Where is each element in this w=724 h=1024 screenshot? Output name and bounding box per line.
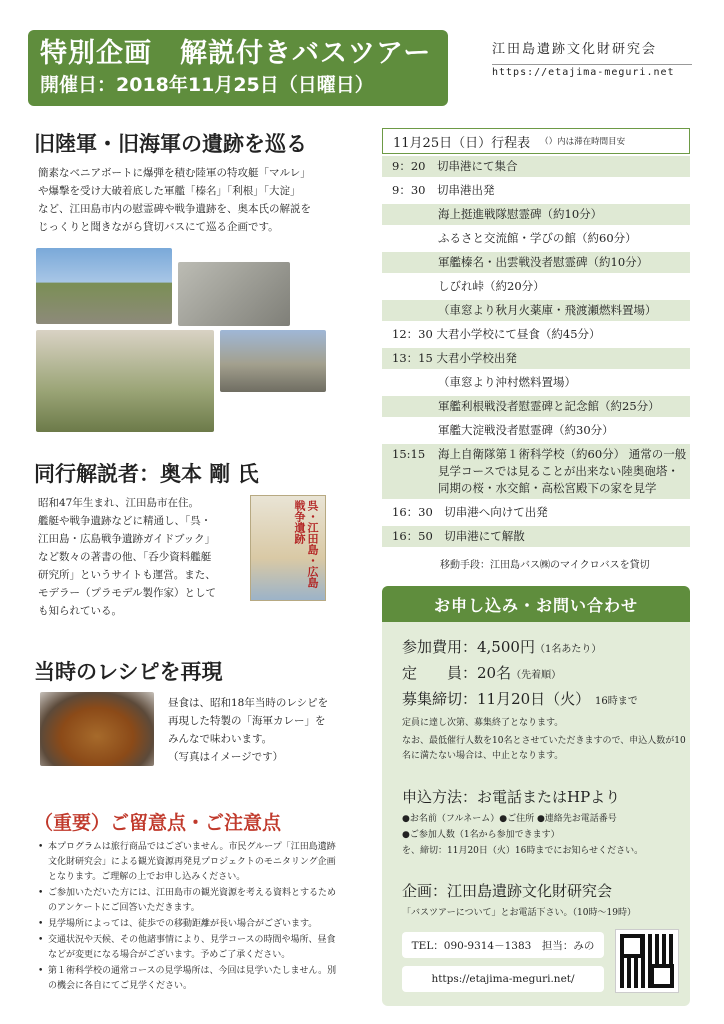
notes-list	[38, 840, 342, 995]
photo-memorial-monument	[36, 330, 214, 432]
organization-name: 江田島遺跡文化財研究会	[492, 42, 658, 57]
schedule-row: （車窓より秋月火薬庫・飛渡瀬燃料置場）	[382, 300, 690, 321]
call-instruction: 「バスツアーについて」とお電話下さい。（10時〜19時）	[402, 908, 636, 918]
recipe-heading: 当時のレシピを再現	[34, 660, 223, 684]
guidebook-cover	[250, 495, 326, 601]
required-info-1: ●お名前（フルネーム）●ご住所 ●連絡先お電話番号	[402, 814, 617, 824]
note-item: • 本プログラムは旅行商品ではございません。市民グループ「江田島遺跡文化財研究会」による観光資源再発見プロジェクトのモニタリング企画となります。ご理解の上でお申し込みください。	[38, 840, 342, 885]
recipe-text: 昼食は、昭和18年当時のレシピを 再現した特製の「海軍カレー」を みんなで味わいます。 （写真はイメージです）	[168, 697, 329, 763]
photo-wreck-site	[220, 330, 326, 392]
note-item: • ご参加いただいた方には、江田島市の観光資源を考える資料とするためのアンケートにご回答いただきます。	[38, 886, 342, 916]
schedule-header	[382, 128, 690, 154]
note-item: • 見学場所によっては、徒歩での移動距離が長い場合がございます。	[38, 917, 342, 932]
organization-url[interactable]: https://etajima-meguri.net	[492, 64, 692, 78]
schedule-row: 軍艦大淀戦没者慰霊碑（約30分）	[438, 423, 614, 437]
note-item: • 第１術科学校の通常コースの見学場所は、今回は見学いたしません。別の機会に各自にてご見学ください。	[38, 964, 342, 994]
guidebook-title: 呉・江田島・広島 戦争遺跡	[293, 500, 319, 588]
photo-navy-curry	[40, 692, 154, 766]
schedule-row: ふるさと交流館・学びの館（約60分）	[438, 231, 637, 245]
header-banner	[28, 30, 448, 106]
required-info-2: ●ご参加人数（1名から参加できます）	[402, 830, 560, 840]
schedule-row-school	[382, 444, 690, 499]
schedule-time: 15:15	[392, 447, 426, 461]
schedule-note: （）内は滞在時間目安	[540, 137, 626, 147]
schedule-row: 12：30 大君小学校にて昼食（約45分）	[392, 327, 601, 341]
schedule-text: 海上自衛隊第１術科学校（約60分） 通常の一般見学コースでは見ることが出来ない陸奥砲塔・同期の桜・水交館・高松宮殿下の家を見学	[438, 447, 687, 495]
schedule-list	[382, 156, 690, 550]
schedule-row: しびれ峠（約20分）	[438, 279, 545, 293]
photo-stone-inscription	[178, 262, 290, 326]
guide-text: 昭和47年生まれ、江田島市在住。 艦艇や戦争遺跡などに精通し、「呉・ 江田島・広島戦争遺跡ガイドブック」 など数々の著書の他、「呑少資料艦艇 研究所」というサイトも運営。また、 モデラー（プラモデル製作家）として も知られている。	[38, 497, 216, 617]
transport-note: 移動手段：江田島バス㈱のマイクロバスを貸切	[440, 560, 650, 571]
schedule-row: 軍艦利根戦没者慰霊碑と記念館（約25分）	[382, 396, 690, 417]
notes-heading: （重要）ご留意点・ご注意点	[34, 812, 282, 834]
note-item: • 交通状況や天候、その他諸事情により、見学コースの時間や場所、昼食などが変更になる場合がございます。予めご了承ください。	[38, 933, 342, 963]
planner: 企画：江田島遺跡文化財研究会	[402, 882, 613, 900]
schedule-row: 9：20 切串港にて集合	[382, 156, 690, 177]
schedule-row: （車窓より沖村燃料置場）	[438, 375, 576, 389]
schedule-row: 海上挺進戦隊慰霊碑（約10分）	[382, 204, 690, 225]
schedule-row: 16：30 切串港へ向けて出発	[392, 505, 548, 519]
capacity-line: 定 員：20名（先着順）	[402, 664, 562, 682]
minimum-note: なお、最低催行人数を10名とさせていただきますので、申込人数が10名に満たない場合は、中止となります。	[402, 736, 686, 761]
schedule-row: 13：15 大君小学校出発	[382, 348, 690, 369]
website-link[interactable]: https://etajima-meguri.net/	[402, 966, 604, 992]
schedule-row: 16：50 切串港にて解散	[382, 526, 690, 547]
phone-number[interactable]: TEL：090-9314－1383 担当：みの	[402, 932, 604, 958]
guide-heading: 同行解説者：奥本 剛 氏	[34, 462, 259, 486]
fee-line: 参加費用：4,500円（1名あたり）	[402, 638, 602, 656]
intro-text: 簡素なベニアボートに爆弾を積む陸軍の特攻艇「マルレ」 や爆撃を受け大破着底した軍艦「榛名」「利根」「大淀」 など、江田島市内の慰霊碑や戦争遺跡を、奥本氏の解説を じっくりと聞きながら貸切バスにて巡る企画です。	[38, 167, 311, 233]
event-title: 特別企画 解説付きバスツアー	[40, 38, 432, 69]
capacity-note: 定員に達し次第、募集終了となります。	[402, 718, 564, 728]
photo-memorial-site	[36, 248, 172, 324]
required-info-3: を、締切：11月20日（火）16時までにお知らせください。	[402, 846, 644, 856]
schedule-title: 11月25日（日）行程表	[393, 135, 531, 151]
event-date: 開催日：2018年11月25日（日曜日）	[40, 74, 374, 96]
schedule-row: 9：30 切串港出発	[392, 183, 495, 197]
deadline-line: 募集締切：11月20日（火） 16時まで	[402, 690, 638, 708]
application-heading: お申し込み・お問い合わせ	[382, 586, 690, 622]
application-method: 申込方法：お電話またはHPより	[402, 788, 621, 806]
intro-heading: 旧陸軍・旧海軍の遺跡を巡る	[34, 132, 307, 156]
schedule-row: 軍艦榛名・出雲戦没者慰霊碑（約10分）	[382, 252, 690, 273]
qr-code-icon[interactable]	[616, 930, 678, 992]
